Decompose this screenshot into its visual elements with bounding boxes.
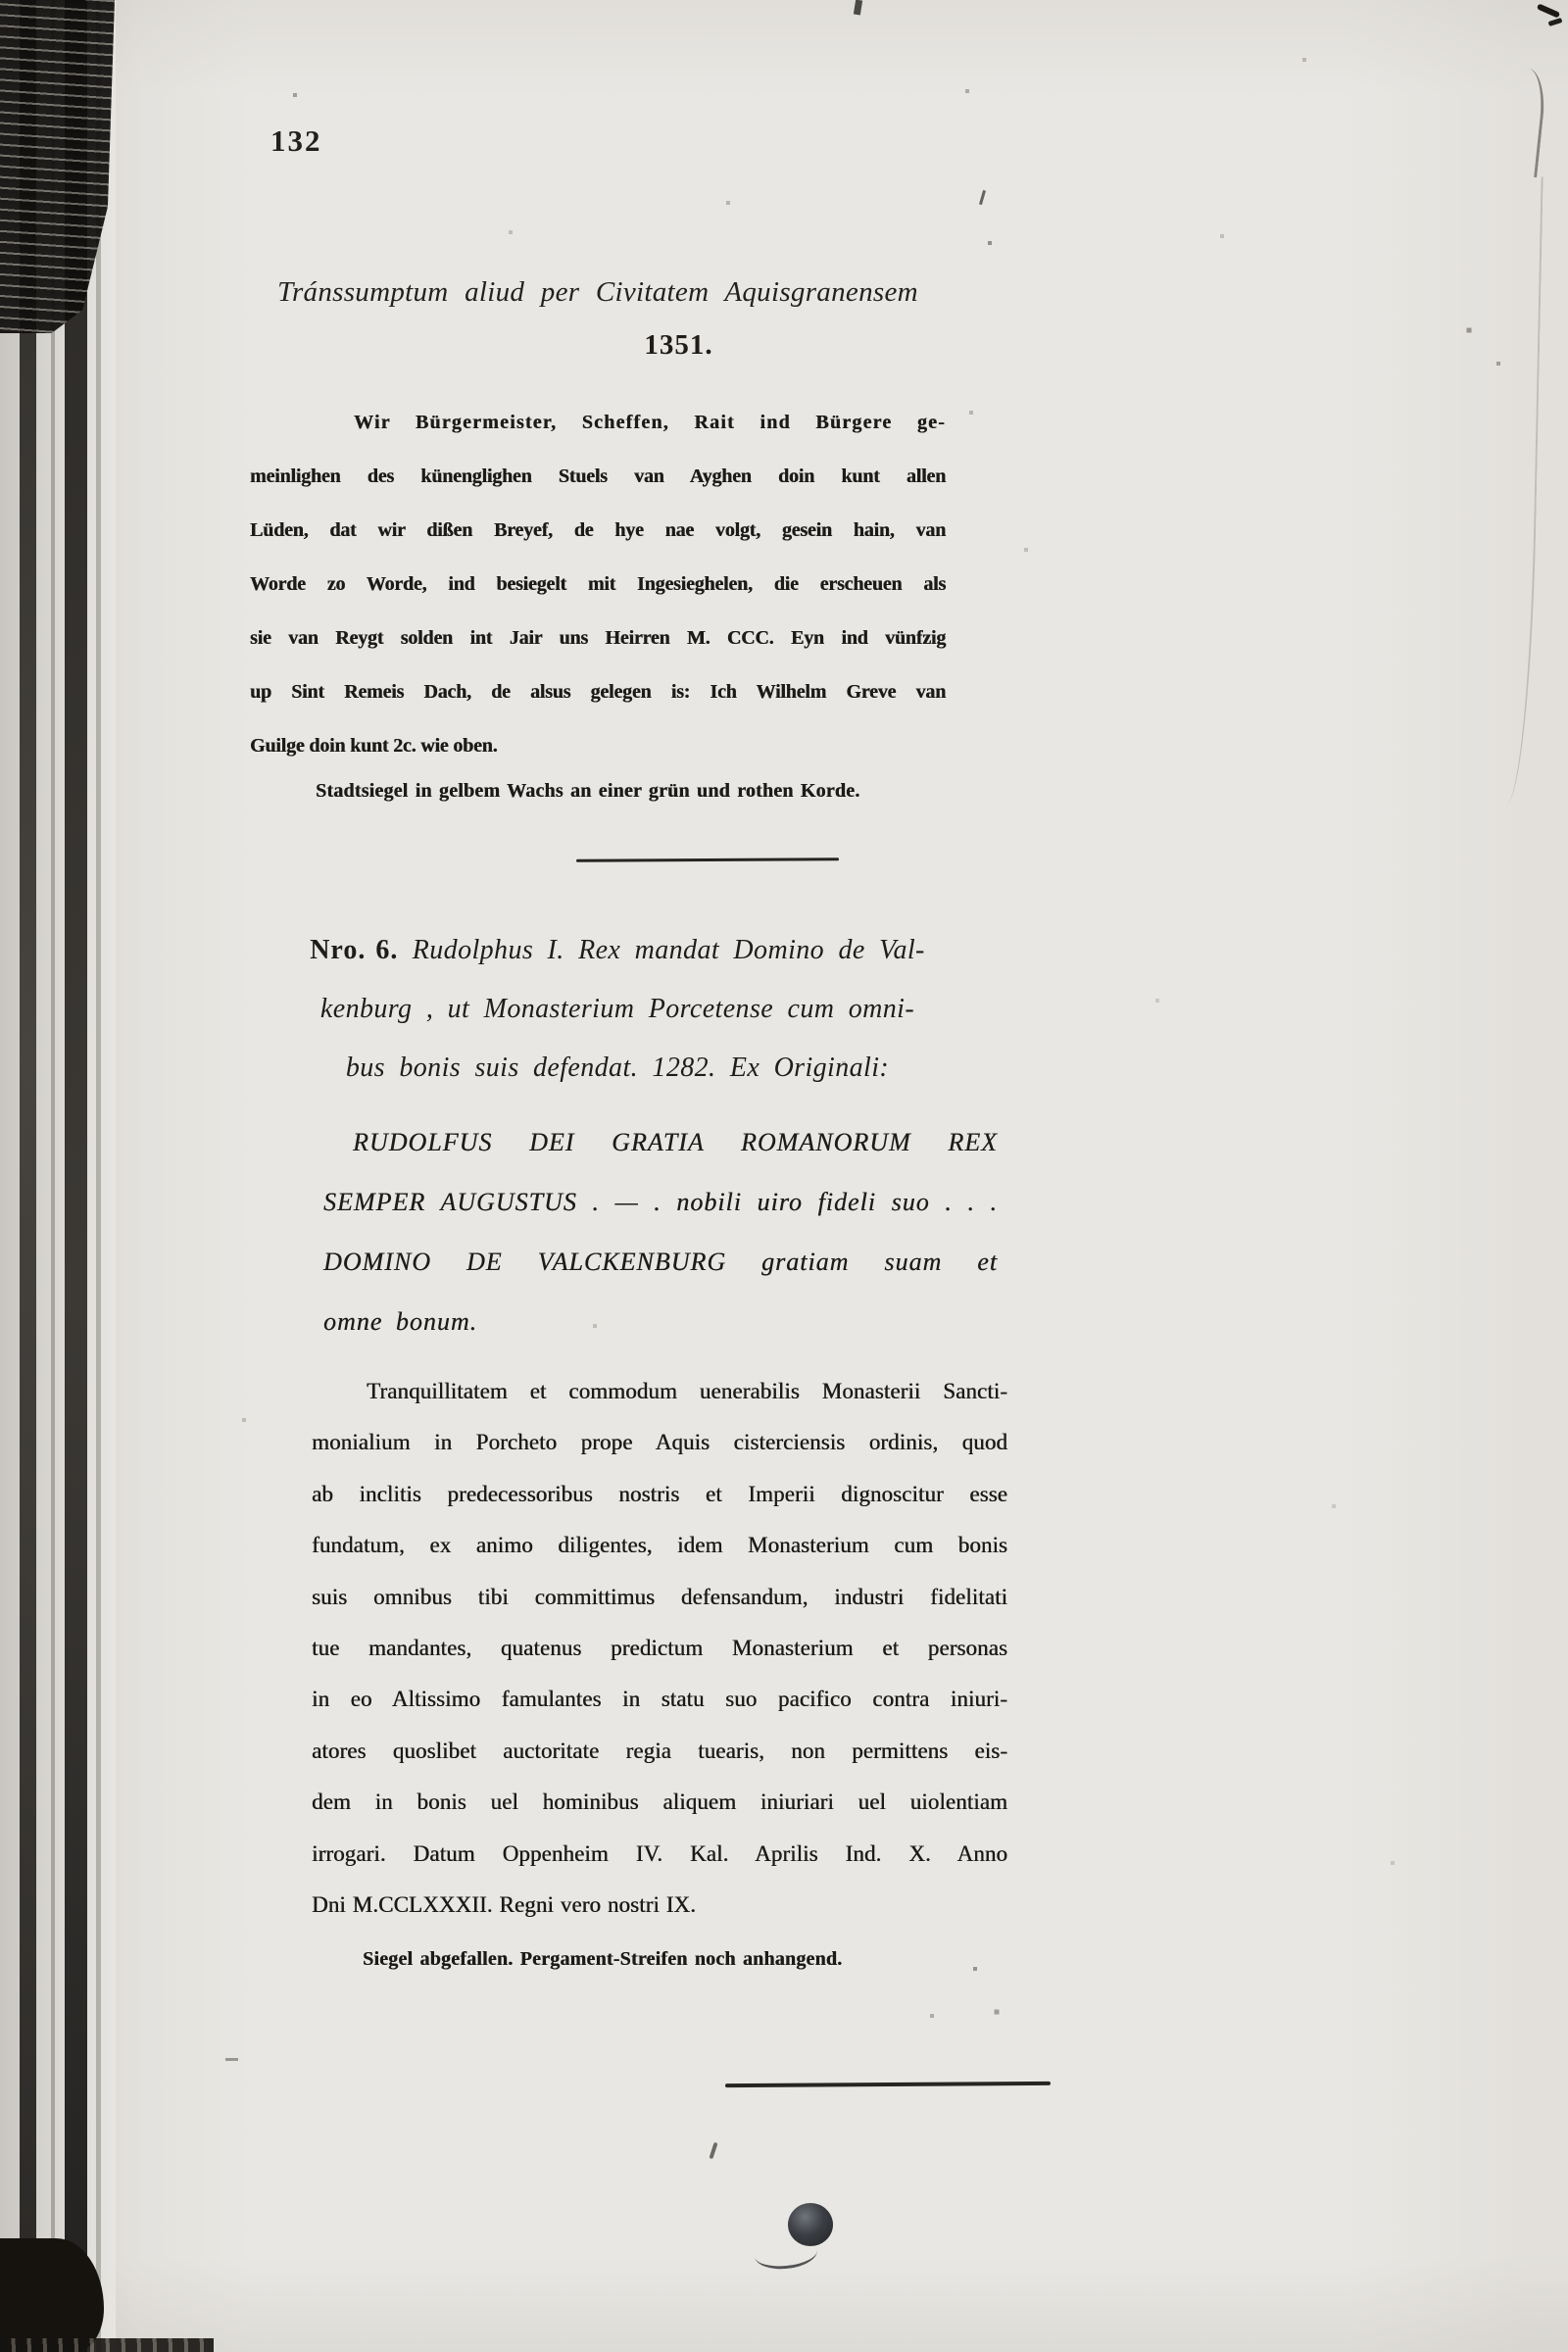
page-edge-hatch-bottom xyxy=(0,2338,214,2352)
text-line: Guilge doin kunt 2c. wie oben. xyxy=(250,735,498,757)
text-line: fundatum, ex animo diligentes, idem Monasterium cum bonis xyxy=(312,1533,1007,1558)
text-line: ab inclitis predecessoribus nostris et Imperii dignoscitur esse xyxy=(312,1481,1007,1506)
page-number: 132 xyxy=(270,123,322,158)
binding-line xyxy=(51,0,55,2352)
margin-squiggle xyxy=(1508,68,1547,177)
ink-blot-arc xyxy=(754,2235,819,2273)
transsumptum-body xyxy=(250,396,946,773)
text-line: sie van Reygt solden int Jair uns Heirren M. CCC. Eyn ind vünfzig xyxy=(250,627,946,649)
corner-scribble xyxy=(1548,18,1563,26)
text-line: DOMINO DE VALCKENBURG gratiam suam et xyxy=(323,1248,998,1276)
text-line: RUDOLFUS DEI GRATIA ROMANORUM REX xyxy=(353,1128,998,1156)
transsumptum-year: 1351. xyxy=(644,329,713,361)
transsumptum-title: Tránssumptum aliud per Civitatem Aquisgranensem xyxy=(277,276,918,308)
text-line: atores quoslibet auctoritate regia tuearis, non permittens eis- xyxy=(312,1738,1007,1763)
section-divider xyxy=(725,2082,1051,2087)
charter-seal-note: Siegel abgefallen. Pergament-Streifen noch anhangend. xyxy=(363,1948,843,1970)
charter-body xyxy=(312,1366,1007,1931)
binding-line xyxy=(96,0,101,2352)
stray-mark xyxy=(225,2058,238,2061)
transsumptum-seal-note: Stadtsiegel in gelbem Wachs an einer grün und rothen Korde. xyxy=(316,780,860,802)
page-crease xyxy=(1500,176,1543,804)
paper-specks xyxy=(0,0,2,2)
stray-mark xyxy=(979,190,986,205)
page-edge-top xyxy=(0,0,1568,6)
text-line: Wir Bürgermeister, Scheffen, Rait ind Bürgere ge- xyxy=(354,412,946,433)
text-line: Worde zo Worde, ind besiegelt mit Ingesieghelen, die erscheuen als xyxy=(250,573,946,595)
text-line: suis omnibus tibi committimus defensandum, industri fidelitati xyxy=(312,1584,1007,1609)
text-line: Tranquillitatem et commodum uenerabilis Monasterii Sancti- xyxy=(367,1379,1007,1403)
charter-heading-text: Rudolphus I. Rex mandat Domino de Val- xyxy=(412,935,925,965)
charter-heading-line xyxy=(265,921,970,980)
text-line: tue mandantes, quatenus predictum Monasterium et personas xyxy=(312,1636,1007,1661)
text-line: irrogari. Datum Oppenheim IV. Kal. Aprilis Ind. X. Anno xyxy=(312,1840,1007,1866)
binding-dark-band xyxy=(20,0,36,2352)
charter-heading xyxy=(265,921,970,1098)
text-line: in eo Altissimo famulantes in statu suo pacifico contra iniuri- xyxy=(312,1687,1007,1712)
section-divider xyxy=(576,858,839,861)
text-line: monialium in Porcheto prope Aquis cisterciensis ordinis, quod xyxy=(312,1430,1007,1455)
text-line: meinlighen des künenglighen Stuels van Ayghen doin kunt allen xyxy=(250,466,946,487)
charter-heading-line: kenburg , ut Monasterium Porcetense cum omni- xyxy=(319,994,915,1024)
binding-dark-band xyxy=(65,0,87,2352)
text-line: Lüden, dat wir dißen Breyef, de hye nae volgt, gesein hain, van xyxy=(250,519,946,541)
stray-mark xyxy=(709,2142,717,2159)
text-line: SEMPER AUGUSTUS . — . nobili uiro fideli suo . . . xyxy=(323,1188,998,1216)
charter-number: Nro. 6. xyxy=(310,935,399,965)
text-line: omne bonum. xyxy=(323,1307,478,1336)
charter-heading-line: bus bonis suis defendat. 1282. Ex Originali: xyxy=(345,1053,890,1083)
text-line: dem in bonis uel hominibus aliquem iniuriari uel uiolentiam xyxy=(312,1789,1007,1815)
charter-salutation xyxy=(323,1112,998,1351)
text-line: up Sint Remeis Dach, de alsus gelegen is: Ich Wilhelm Greve van xyxy=(250,681,946,703)
scan-mark xyxy=(854,0,862,15)
text-line: Dni M.CCLXXXII. Regni vero nostri IX. xyxy=(312,1892,696,1918)
